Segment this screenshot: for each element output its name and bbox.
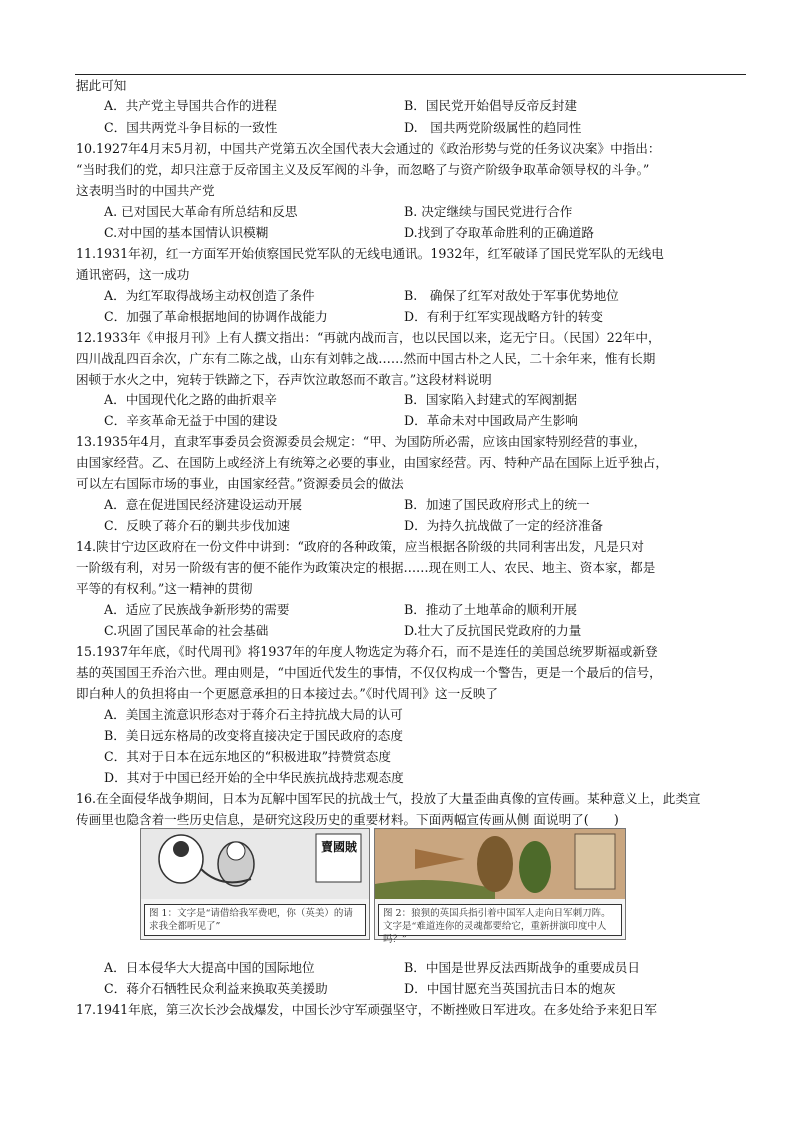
text-line: A．适应了民族战争新形势的需要	[104, 602, 290, 617]
figure-1-caption: 图 1：文字是“请借给我军费吧，你（英美）的请求我全都听见了”	[144, 904, 366, 936]
text-line: 11.1931年初，红一方面军开始侦察国民党军队的无线电通讯。1932年，红军破译了国民党军队的无线电	[76, 246, 664, 261]
figure-1	[140, 828, 370, 940]
text-line: 通讯密码，这一成功	[76, 267, 190, 282]
propaganda-figures	[140, 828, 624, 945]
figure-1-stamp: 賣國賊	[321, 840, 358, 854]
figure-2-illustration	[375, 829, 625, 899]
text-line: B．国家陷入封建式的军阀割据	[404, 392, 577, 407]
text-line: 即白种人的负担将由一个更愿意承担的日本接过去。”《时代周刊》这一反映了	[76, 686, 499, 701]
text-line: D．中国甘愿充当英国抗击日本的炮灰	[404, 981, 616, 996]
text-line: 这表明当时的中国共产党	[76, 183, 215, 198]
text-line: D．有利于红军实现战略方针的转变	[404, 309, 604, 324]
text-line: 四川战乱四百余次，广东有二陈之战，山东有刘韩之战……然而中国古朴之人民，二十余年来，惟有长期	[76, 351, 656, 366]
text-line: “当时我们的党，却只注意于反帝国主义及反军阀的斗争，而忽略了与资产阶级争取革命领导权的斗争。”	[76, 162, 650, 177]
text-line: C．反映了蒋介石的剿共步伐加速	[104, 518, 290, 533]
text-line: 14.陕甘宁边区政府在一份文件中讲到：“政府的各种政策，应当根据各阶级的共同利害出发，凡是只对	[76, 539, 644, 554]
text-line: B．国民党开始倡导反帝反封建	[404, 98, 577, 113]
text-line: 困顿于水火之中，宛转于铁蹄之下，吞声饮泣敢怒而不敢言。”这段材料说明	[76, 372, 492, 387]
text-line: C.巩固了国民革命的社会基础	[104, 623, 269, 638]
text-line: 13.1935年4月，直隶军事委员会资源委员会规定：“甲、为国防所必需，应该由国家特别经营的事业，	[76, 434, 647, 449]
text-line: C．加强了革命根据地间的协调作战能力	[104, 309, 328, 324]
text-line: B. 确保了红军对敌处于军事优势地位	[404, 288, 619, 303]
text-line: D.壮大了反抗国民党政府的力量	[404, 623, 582, 638]
text-line: C.对中国的基本国情认识模糊	[104, 225, 269, 240]
text-line: C．蒋介石牺牲民众利益来换取英美援助	[104, 981, 328, 996]
text-line: D.找到了夺取革命胜利的正确道路	[404, 225, 594, 240]
text-line: 16.在全面侵华战争期间，日本为瓦解中国军民的抗战士气，投放了大量歪曲真像的宣传画。某种意义上，此类宣	[76, 791, 701, 806]
text-line: 据此可知	[76, 78, 127, 93]
text-line: A．中国现代化之路的曲折艰辛	[104, 392, 277, 407]
text-line: A．日本侵华大大提高中国的国际地位	[104, 960, 315, 975]
text-line: B．美日远东格局的改变将直接决定于国民政府的态度	[104, 728, 403, 743]
text-line: D．革命未对中国政局产生影响	[404, 413, 578, 428]
text-line: A. 已对国民大革命有所总结和反思	[104, 204, 298, 219]
text-line: A．美国主流意识形态对于蒋介石主持抗战大局的认可	[104, 707, 403, 722]
text-line: B．加速了国民政府形式上的统一	[404, 497, 590, 512]
text-line: B. 决定继续与国民党进行合作	[404, 204, 573, 219]
text-line: C．辛亥革命无益于中国的建设	[104, 413, 278, 428]
text-line: 15.1937年年底，《时代周刊》将1937年的年度人物选定为蒋介石，而不是连任的美国总统罗斯福或新登	[76, 644, 658, 659]
figure-2	[374, 828, 626, 945]
header-rule	[75, 74, 746, 75]
text-line: C．国共两党斗争目标的一致性	[104, 120, 278, 135]
text-line: A．共产党主导国共合作的进程	[104, 98, 277, 113]
text-line: 传画里也隐含着一些历史信息，是研究这段历史的重要材料。下面两幅宣传画从侧 面说明了( )	[76, 812, 619, 827]
text-line: A．意在促进国民经济建设运动开展	[104, 497, 303, 512]
text-line: B．推动了土地革命的顺利开展	[404, 602, 577, 617]
text-line: 17.1941年底，第三次长沙会战爆发，中国长沙守军顽强坚守，不断挫败日军进攻。在多处给予来犯日军	[76, 1002, 658, 1017]
text-line: D．为持久抗战做了一定的经济准备	[404, 518, 604, 533]
text-line: A．为红军取得战场主动权创造了条件	[104, 288, 315, 303]
text-line: 由国家经营。乙、在国防上或经济上有统筹之必要的事业，由国家经营。丙、特种产品在国际上近乎独占，	[76, 455, 668, 470]
text-line: B．中国是世界反法西斯战争的重要成员日	[404, 960, 640, 975]
figure-2-caption: 图 2：狼狈的英国兵指引着中国军人走向日军刺刀阵。文字是“难道连你的灵魂都要给它，重新拼演印度中人吗？”	[378, 904, 622, 936]
text-line: 可以左右国际市场的事业，由国家经营。”资源委员会的做法	[76, 476, 404, 491]
text-line: D．其对于中国已经开始的全中华民族抗战持悲观态度	[104, 770, 404, 785]
text-line: 平等的有权利。”这一精神的贯彻	[76, 581, 253, 596]
text-line: C．其对于日本在远东地区的“积极进取”持赞赏态度	[104, 749, 391, 764]
text-line: D. 国共两党阶级属性的趋同性	[404, 120, 582, 135]
text-line: 10.1927年4月末5月初，中国共产党第五次全国代表大会通过的《政治形势与党的任务议决案》中指出：	[76, 141, 661, 156]
text-line: 12.1933年《申报月刊》上有人撰文指出：“再就内战而言，也以民国以来，迄无宁日。（民国）22年中，	[76, 330, 661, 345]
text-line: 一阶级有利，对另一阶级有害的便不能作为政策决定的根据……现在则工人、农民、地主、资本家，都是	[76, 560, 656, 575]
text-line: 基的英国国王乔治六世。理由则是，“中国近代发生的事情，不仅仅构成一个警告，更是一个最后的信号，	[76, 665, 662, 680]
